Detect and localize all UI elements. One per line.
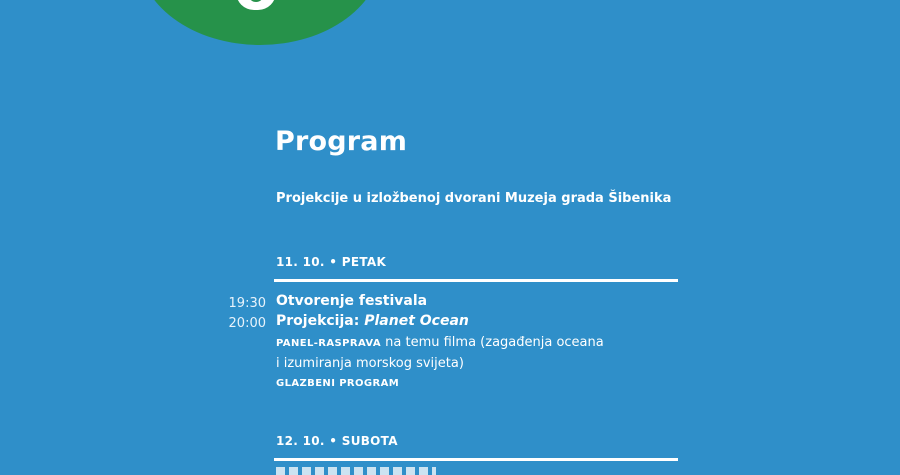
logo-notch xyxy=(236,0,276,10)
film-title: Planet Ocean xyxy=(364,313,469,329)
event-time: 20:00 xyxy=(228,316,266,331)
bullet: • xyxy=(329,434,338,448)
day-date: 12. 10. xyxy=(276,434,325,448)
event-title-prefix: Projekcija: xyxy=(276,313,365,329)
page-title: Program xyxy=(275,126,408,157)
event-title xyxy=(276,313,469,329)
event-detail xyxy=(276,373,676,394)
day-header-1 xyxy=(276,255,386,269)
cutoff-text xyxy=(276,467,436,475)
detail-text: na temu filma (zagađenja oceana xyxy=(381,335,604,350)
event-detail xyxy=(276,333,676,374)
event-title: Otvorenje festivala xyxy=(276,293,428,309)
divider-rule xyxy=(274,279,678,282)
day-date: 11. 10. xyxy=(276,255,325,269)
bullet: • xyxy=(329,255,338,269)
event-time: 19:30 xyxy=(228,296,266,311)
day-weekday: SUBOTA xyxy=(341,434,398,448)
page-subtitle: Projekcije u izložbenoj dvorani Muzeja grada Šibenika xyxy=(276,191,672,206)
detail-text: i izumiranja morskog svijeta) xyxy=(276,356,464,371)
logo-green-shape xyxy=(138,0,382,45)
detail-caps: PANEL-RASPRAVA xyxy=(276,338,382,349)
detail-caps: GLAZBENI PROGRAM xyxy=(276,378,400,389)
day-header-2 xyxy=(276,434,398,448)
divider-rule xyxy=(274,458,678,461)
day-weekday: PETAK xyxy=(341,255,387,269)
